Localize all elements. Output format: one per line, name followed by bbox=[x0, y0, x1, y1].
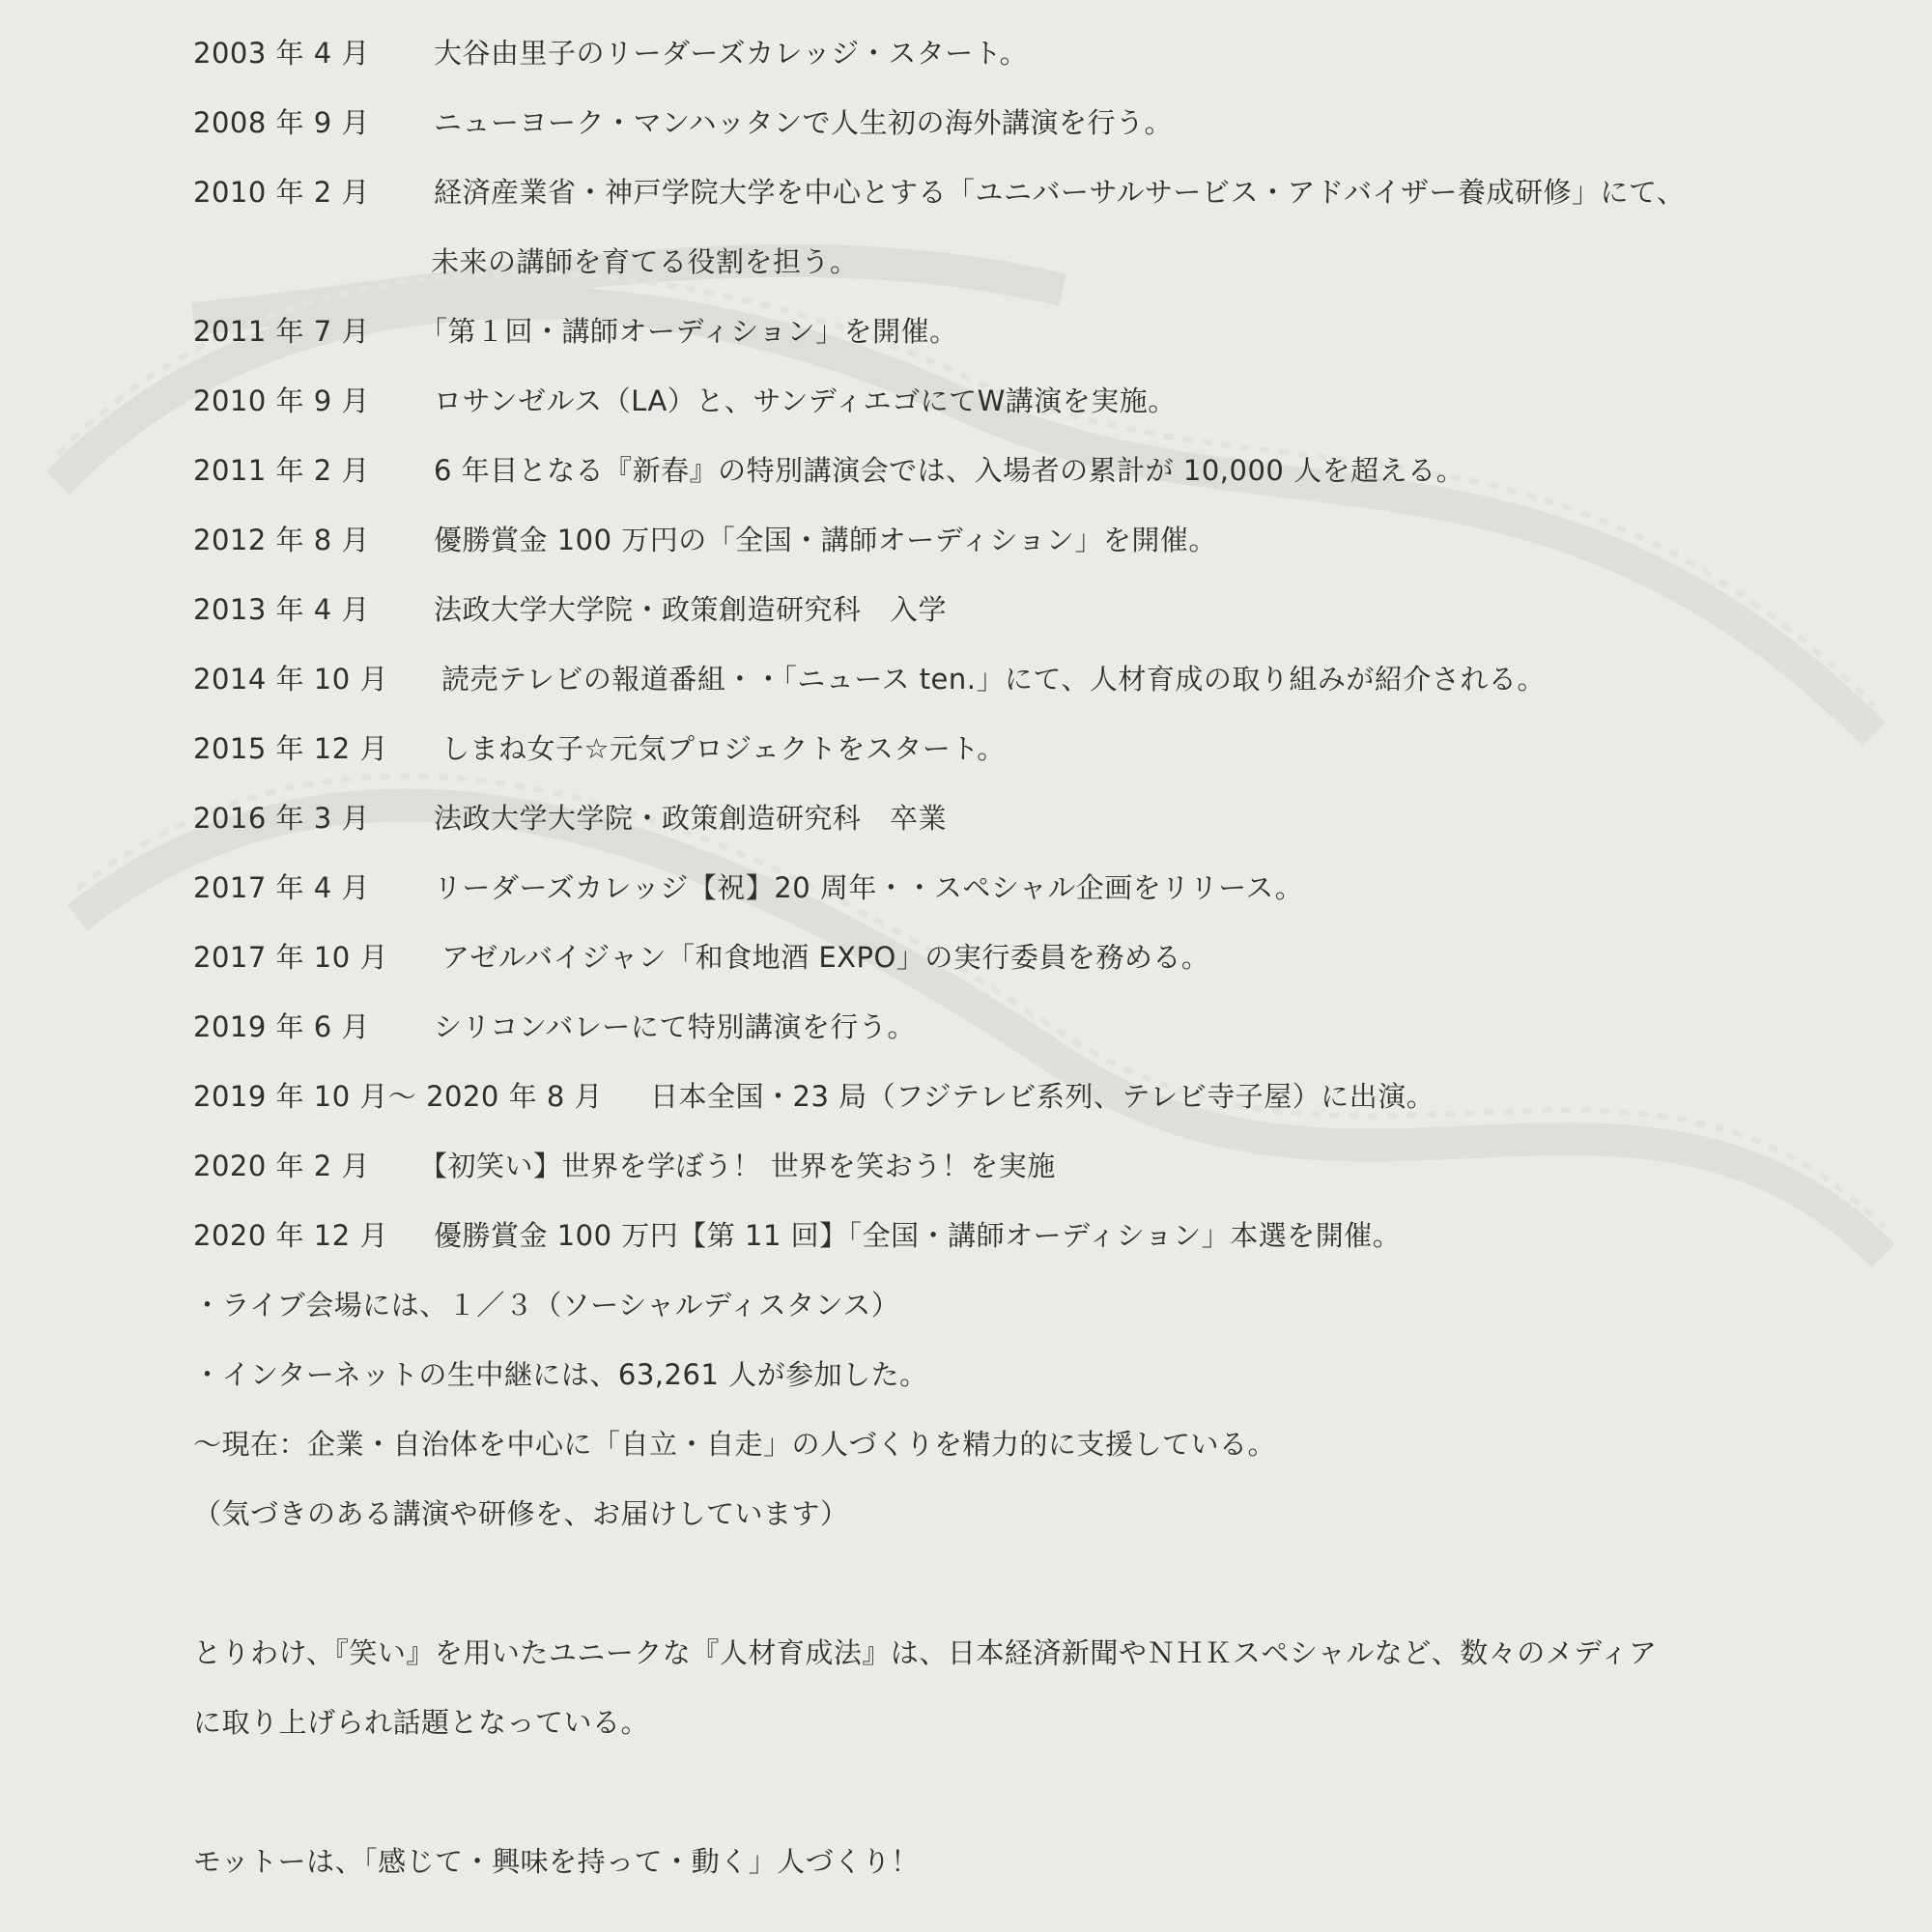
timeline-date: 2019 年 10 月〜 2020 年 8 月 bbox=[193, 1080, 603, 1113]
timeline-date: 2019 年 6 月 bbox=[193, 1010, 370, 1043]
row-text: に取り上げられ話題となっている。 bbox=[193, 1706, 650, 1739]
timeline-date: 2020 年 2 月 bbox=[193, 1150, 370, 1182]
timeline-date: 2012 年 8 月 bbox=[193, 524, 370, 556]
row-text: 優勝賞金 100 万円【第 11 回】「全国・講師オーディション」本選を開催。 bbox=[434, 1219, 1402, 1252]
row-text: ロサンゼルス（LA）と、サンディエゴにてW講演を実施。 bbox=[434, 384, 1177, 417]
row-text: 6 年目となる『新春』の特別講演会では、入場者の累計が 10,000 人を超える。 bbox=[434, 454, 1465, 487]
timeline-date: 2003 年 4 月 bbox=[193, 37, 370, 70]
row-text: ・ライブ会場には、１／３（ソーシャルディスタンス） bbox=[193, 1289, 900, 1321]
row-text: 未来の講師を育てる役割を担う。 bbox=[431, 245, 859, 278]
timeline-date: 2008 年 9 月 bbox=[193, 106, 370, 139]
row-text: しまね女子☆元気プロジェクトをスタート。 bbox=[441, 732, 1006, 765]
timeline-date: 2010 年 9 月 bbox=[193, 384, 370, 417]
row-text: 大谷由里子のリーダーズカレッジ・スタート。 bbox=[434, 37, 1029, 70]
row-text: 日本全国・23 局（フジテレビ系列、テレビ寺子屋）に出演。 bbox=[650, 1080, 1435, 1113]
row-text: 【初笑い】世界を学ぼう！ 世界を笑おう！を実施 bbox=[419, 1150, 1056, 1182]
row-text: （気づきのある講演や研修を、お届けしています） bbox=[193, 1497, 849, 1530]
row-text: 経済産業省・神戸学院大学を中心とする「ユニバーサルサービス・アドバイザー養成研修」にて、 bbox=[434, 176, 1686, 209]
timeline-date: 2014 年 10 月 bbox=[193, 663, 388, 696]
row-text: シリコンバレーにて特別講演を行う。 bbox=[434, 1010, 916, 1043]
row-text: ニューヨーク・マンハッタンで人生初の海外講演を行う。 bbox=[434, 106, 1173, 139]
row-text: 優勝賞金 100 万円の「全国・講師オーディション」を開催。 bbox=[434, 524, 1217, 556]
timeline-date: 2011 年 7 月 bbox=[193, 315, 370, 348]
row-text: ・インターネットの生中継には、63,261 人が参加した。 bbox=[193, 1358, 928, 1391]
row-text: リーダーズカレッジ【祝】20 周年・・スペシャル企画をリリース。 bbox=[434, 871, 1304, 904]
row-text: とりわけ、『笑い』を用いたユニークな『人材育成法』は、日本経済新聞やＮＨＫスペシャルなど、数々のメディア bbox=[193, 1636, 1658, 1669]
timeline-date: 2013 年 4 月 bbox=[193, 593, 370, 626]
row-text: 法政大学大学院・政策創造研究科 卒業 bbox=[434, 802, 948, 835]
row-text: 法政大学大学院・政策創造研究科 入学 bbox=[434, 593, 948, 626]
timeline-date: 2010 年 2 月 bbox=[193, 176, 370, 209]
timeline-date: 2016 年 3 月 bbox=[193, 802, 370, 835]
row-text: 読売テレビの報道番組・・「ニュース ten.」にて、人材育成の取り組みが紹介される。 bbox=[441, 663, 1546, 696]
timeline-date: 2017 年 10 月 bbox=[193, 941, 388, 974]
timeline-date: 2011 年 2 月 bbox=[193, 454, 370, 487]
timeline-date: 2015 年 12 月 bbox=[193, 732, 388, 765]
row-text: 〜現在：企業・自治体を中心に「自立・自走」の人づくりを精力的に支援している。 bbox=[193, 1428, 1277, 1461]
row-text: アゼルバイジャン「和食地酒 EXPO」の実行委員を務める。 bbox=[441, 941, 1210, 974]
timeline-date: 2020 年 12 月 bbox=[193, 1219, 388, 1252]
row-text: モットーは、「感じて・興味を持って・動く」人づくり！ bbox=[193, 1845, 920, 1878]
row-text: 「第１回・講師オーディション」を開催。 bbox=[419, 315, 958, 348]
timeline-date: 2017 年 4 月 bbox=[193, 871, 370, 904]
